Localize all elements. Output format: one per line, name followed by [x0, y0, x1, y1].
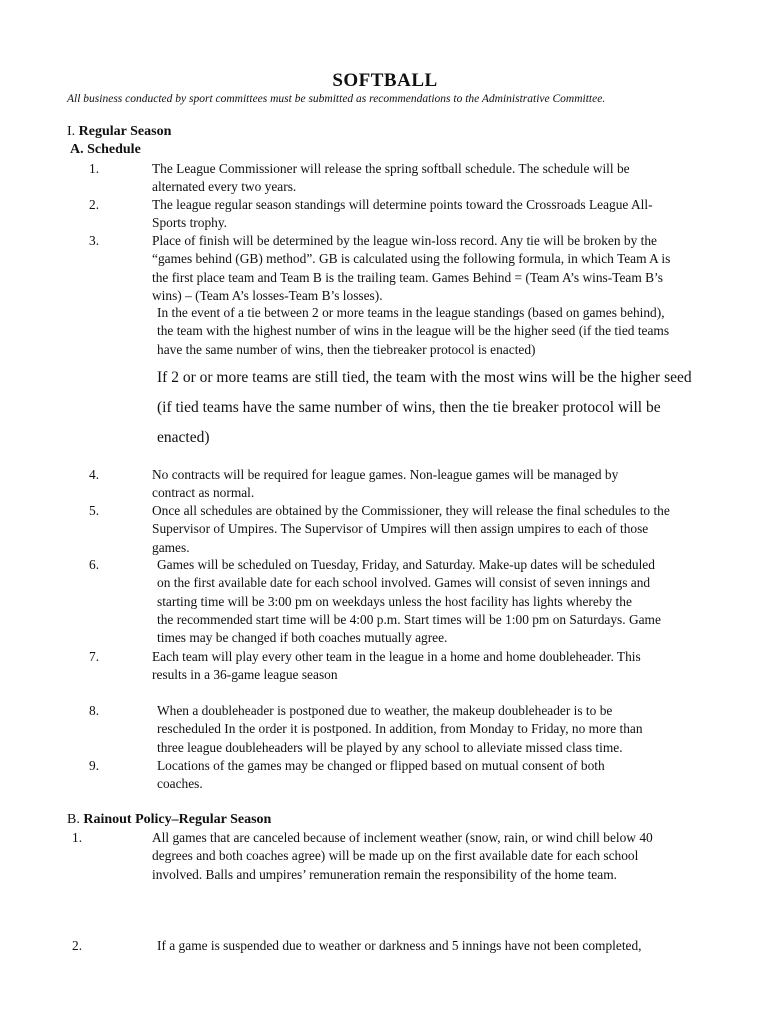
list-item-text: Locations of the games may be changed or flipped based on mutual consent of both coaches.: [157, 758, 605, 792]
list-item-text: Games will be scheduled on Tuesday, Friday, and Saturday. Make-up dates will be scheduled on the first available date for each school involved. Games will consist of seven innings and starting time will be 3:00 pm on weekdays unless the host facility has lights whereby the the recommended start time will be 4:00 p.m. Start times will be 1:00 pm on Saturdays. Game times may be changed if both coaches mutually agree.: [157, 557, 661, 646]
list-item-text: No contracts will be required for league games. Non-league games will be managed by contract as normal.: [152, 467, 619, 501]
subsection-heading-schedule: A. Schedule: [70, 142, 141, 157]
list-item-text: All games that are canceled because of inclement weather (snow, rain, or wind chill below 40 degrees and both coaches agree) will be made up on the first available date for each school involved. Balls and umpires’ remuneration remain the responsibility of the home team.: [152, 830, 653, 882]
section-heading-regular-season: [67, 124, 171, 140]
list-item-text: Place of finish will be determined by the league win-loss record. Any tie will be broken by the “games behind (GB) method”. GB is calculated using the following formula, in which Team A is the first place team and Team B is the trailing team. Games Behind = (Team A’s wins-Team B’s wins) – (Team A’s losses-Team B’s losses).: [152, 233, 671, 303]
list-item-text: The league regular season standings will determine points toward the Crossroads League All- Sports trophy.: [152, 197, 653, 231]
page-subtitle: All business conducted by sport committees must be submitted as recommendations to the Administrative Committee.: [67, 93, 606, 105]
list-item-number: 8.: [89, 703, 100, 718]
list-item-text: If a game is suspended due to weather or darkness and 5 innings have not been completed,: [157, 938, 642, 953]
still-tied-paragraph-text: If 2 or or more teams are still tied, the team with the most wins will be the higher seed (if tied teams have the same number of wins, then the tie breaker protocol will be enacted): [157, 369, 692, 446]
section-numeral: I.: [67, 124, 79, 139]
list-item-number: 1.: [89, 161, 100, 176]
section-heading-rainout-policy: [67, 811, 271, 829]
tie-paragraph-text: In the event of a tie between 2 or more teams in the league standings (based on games behind), the team with the highest number of wins in the league will be the higher seed (if the tied teams have the same number of wins, then the tiebreaker protocol is enacted): [157, 305, 670, 357]
list-item-text: Once all schedules are obtained by the Commissioner, they will release the final schedules to the Supervisor of Umpires. The Supervisor of Umpires will then assign umpires to each of those games.: [152, 503, 670, 555]
section-prefix: B.: [67, 812, 84, 827]
section-heading-text: Rainout Policy–Regular Season: [83, 812, 272, 827]
list-item-text: The League Commissioner will release the spring softball schedule. The schedule will be alternated every two years.: [152, 161, 630, 195]
list-item-number: 2.: [72, 938, 83, 953]
list-item-number: 4.: [89, 467, 100, 482]
list-item-text: When a doubleheader is postponed due to weather, the makeup doubleheader is to be rescheduled In the order it is postponed. In addition, from Monday to Friday, no more than three league doubleheaders will be played by any school to alleviate missed class time.: [157, 703, 643, 755]
list-item-number: 2.: [89, 197, 100, 212]
list-item-number: 1.: [72, 830, 83, 845]
section-heading-text: Regular Season: [78, 124, 172, 139]
list-item-number: 3.: [89, 233, 100, 248]
list-item-number: 5.: [89, 503, 100, 518]
list-item-number: 9.: [89, 758, 100, 773]
list-item-number: 6.: [89, 557, 100, 572]
list-item-number: 7.: [89, 649, 100, 664]
list-item-text: Each team will play every other team in the league in a home and home doubleheader. This results in a 36-game league season: [152, 649, 641, 683]
page-title: SOFTBALL: [332, 70, 438, 91]
